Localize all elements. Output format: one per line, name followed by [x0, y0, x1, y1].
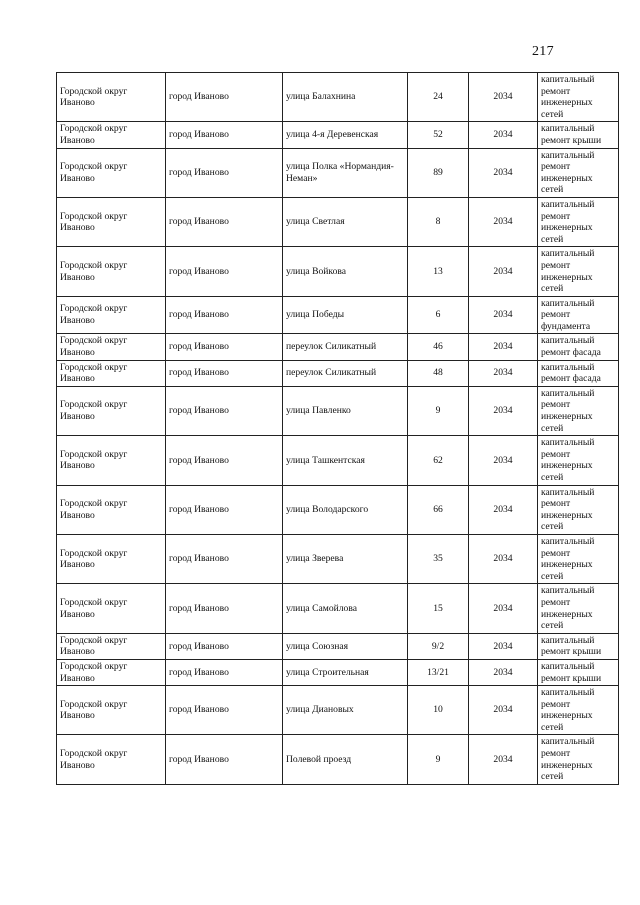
cell-city: город Иваново [166, 386, 283, 435]
cell-street: улица Самойлова [283, 584, 408, 633]
cell-city: город Иваново [166, 296, 283, 334]
cell-house-number: 15 [408, 584, 469, 633]
table-row [57, 334, 619, 360]
cell-house-number: 89 [408, 148, 469, 197]
cell-house-number: 48 [408, 360, 469, 386]
cell-street: переулок Силикатный [283, 360, 408, 386]
cell-year: 2034 [469, 735, 538, 784]
cell-city: город Иваново [166, 148, 283, 197]
cell-city: город Иваново [166, 122, 283, 148]
cell-house-number: 9 [408, 386, 469, 435]
cell-house-number: 35 [408, 534, 469, 583]
cell-house-number: 24 [408, 73, 469, 122]
cell-house-number: 10 [408, 686, 469, 735]
cell-city: город Иваново [166, 686, 283, 735]
cell-street: улица Диановых [283, 686, 408, 735]
cell-house-number: 9 [408, 735, 469, 784]
cell-year: 2034 [469, 73, 538, 122]
cell-street: улица Володарского [283, 485, 408, 534]
repair-registry-table [56, 72, 619, 785]
cell-street: переулок Силикатный [283, 334, 408, 360]
cell-okrug: Городской округ Иваново [57, 584, 166, 633]
cell-work-type: капитальный ремонт инженерных сетей [538, 735, 619, 784]
cell-house-number: 8 [408, 197, 469, 246]
cell-okrug: Городской округ Иваново [57, 485, 166, 534]
cell-house-number: 6 [408, 296, 469, 334]
cell-street: улица Зверева [283, 534, 408, 583]
cell-okrug: Городской округ Иваново [57, 633, 166, 659]
cell-okrug: Городской округ Иваново [57, 247, 166, 296]
table-row [57, 735, 619, 784]
cell-work-type: капитальный ремонт крыши [538, 633, 619, 659]
cell-work-type: капитальный ремонт крыши [538, 122, 619, 148]
cell-year: 2034 [469, 659, 538, 685]
cell-city: город Иваново [166, 197, 283, 246]
cell-year: 2034 [469, 436, 538, 485]
cell-street: улица Войкова [283, 247, 408, 296]
cell-street: улица Светлая [283, 197, 408, 246]
cell-okrug: Городской округ Иваново [57, 659, 166, 685]
table-row [57, 485, 619, 534]
table-row [57, 659, 619, 685]
cell-work-type: капитальный ремонт инженерных сетей [538, 247, 619, 296]
cell-okrug: Городской округ Иваново [57, 197, 166, 246]
cell-house-number: 9/2 [408, 633, 469, 659]
table-row [57, 386, 619, 435]
cell-work-type: капитальный ремонт инженерных сетей [538, 686, 619, 735]
cell-year: 2034 [469, 148, 538, 197]
cell-street: улица Союзная [283, 633, 408, 659]
cell-street: улица Балахнина [283, 73, 408, 122]
cell-work-type: капитальный ремонт инженерных сетей [538, 584, 619, 633]
cell-city: город Иваново [166, 334, 283, 360]
cell-work-type: капитальный ремонт фундамента [538, 296, 619, 334]
cell-city: город Иваново [166, 247, 283, 296]
cell-okrug: Городской округ Иваново [57, 436, 166, 485]
cell-year: 2034 [469, 122, 538, 148]
cell-okrug: Городской округ Иваново [57, 686, 166, 735]
cell-year: 2034 [469, 485, 538, 534]
cell-work-type: капитальный ремонт инженерных сетей [538, 148, 619, 197]
cell-year: 2034 [469, 584, 538, 633]
cell-street: улица Ташкентская [283, 436, 408, 485]
cell-year: 2034 [469, 247, 538, 296]
cell-work-type: капитальный ремонт инженерных сетей [538, 534, 619, 583]
table-row [57, 436, 619, 485]
cell-year: 2034 [469, 197, 538, 246]
table-row [57, 122, 619, 148]
cell-city: город Иваново [166, 360, 283, 386]
cell-city: город Иваново [166, 633, 283, 659]
cell-okrug: Городской округ Иваново [57, 334, 166, 360]
cell-house-number: 62 [408, 436, 469, 485]
table-row [57, 197, 619, 246]
cell-house-number: 13 [408, 247, 469, 296]
cell-work-type: капитальный ремонт инженерных сетей [538, 485, 619, 534]
table-row [57, 360, 619, 386]
cell-okrug: Городской округ Иваново [57, 360, 166, 386]
cell-street: улица 4-я Деревенская [283, 122, 408, 148]
cell-okrug: Городской округ Иваново [57, 73, 166, 122]
cell-city: город Иваново [166, 735, 283, 784]
cell-okrug: Городской округ Иваново [57, 148, 166, 197]
table-row [57, 296, 619, 334]
cell-city: город Иваново [166, 534, 283, 583]
cell-work-type: капитальный ремонт инженерных сетей [538, 197, 619, 246]
cell-work-type: капитальный ремонт фасада [538, 360, 619, 386]
cell-year: 2034 [469, 360, 538, 386]
table-row [57, 633, 619, 659]
cell-okrug: Городской округ Иваново [57, 534, 166, 583]
cell-okrug: Городской округ Иваново [57, 296, 166, 334]
table-row [57, 148, 619, 197]
cell-year: 2034 [469, 534, 538, 583]
cell-house-number: 13/21 [408, 659, 469, 685]
cell-street: улица Строительная [283, 659, 408, 685]
cell-work-type: капитальный ремонт инженерных сетей [538, 386, 619, 435]
cell-street: улица Победы [283, 296, 408, 334]
cell-okrug: Городской округ Иваново [57, 386, 166, 435]
table-row [57, 73, 619, 122]
cell-work-type: капитальный ремонт инженерных сетей [538, 73, 619, 122]
cell-okrug: Городской округ Иваново [57, 122, 166, 148]
cell-year: 2034 [469, 633, 538, 659]
cell-street: улица Полка «Нормандия-Неман» [283, 148, 408, 197]
page-number: 217 [532, 44, 554, 59]
cell-work-type: капитальный ремонт крыши [538, 659, 619, 685]
cell-year: 2034 [469, 386, 538, 435]
cell-street: Полевой проезд [283, 735, 408, 784]
table-row [57, 534, 619, 583]
table-body [57, 73, 619, 785]
cell-work-type: капитальный ремонт фасада [538, 334, 619, 360]
cell-year: 2034 [469, 334, 538, 360]
cell-city: город Иваново [166, 485, 283, 534]
table-row [57, 247, 619, 296]
cell-city: город Иваново [166, 73, 283, 122]
cell-street: улица Павленко [283, 386, 408, 435]
cell-city: город Иваново [166, 659, 283, 685]
cell-okrug: Городской округ Иваново [57, 735, 166, 784]
cell-house-number: 66 [408, 485, 469, 534]
cell-year: 2034 [469, 686, 538, 735]
cell-house-number: 46 [408, 334, 469, 360]
table-row [57, 686, 619, 735]
cell-work-type: капитальный ремонт инженерных сетей [538, 436, 619, 485]
cell-year: 2034 [469, 296, 538, 334]
cell-house-number: 52 [408, 122, 469, 148]
cell-city: город Иваново [166, 584, 283, 633]
table-row [57, 584, 619, 633]
cell-city: город Иваново [166, 436, 283, 485]
